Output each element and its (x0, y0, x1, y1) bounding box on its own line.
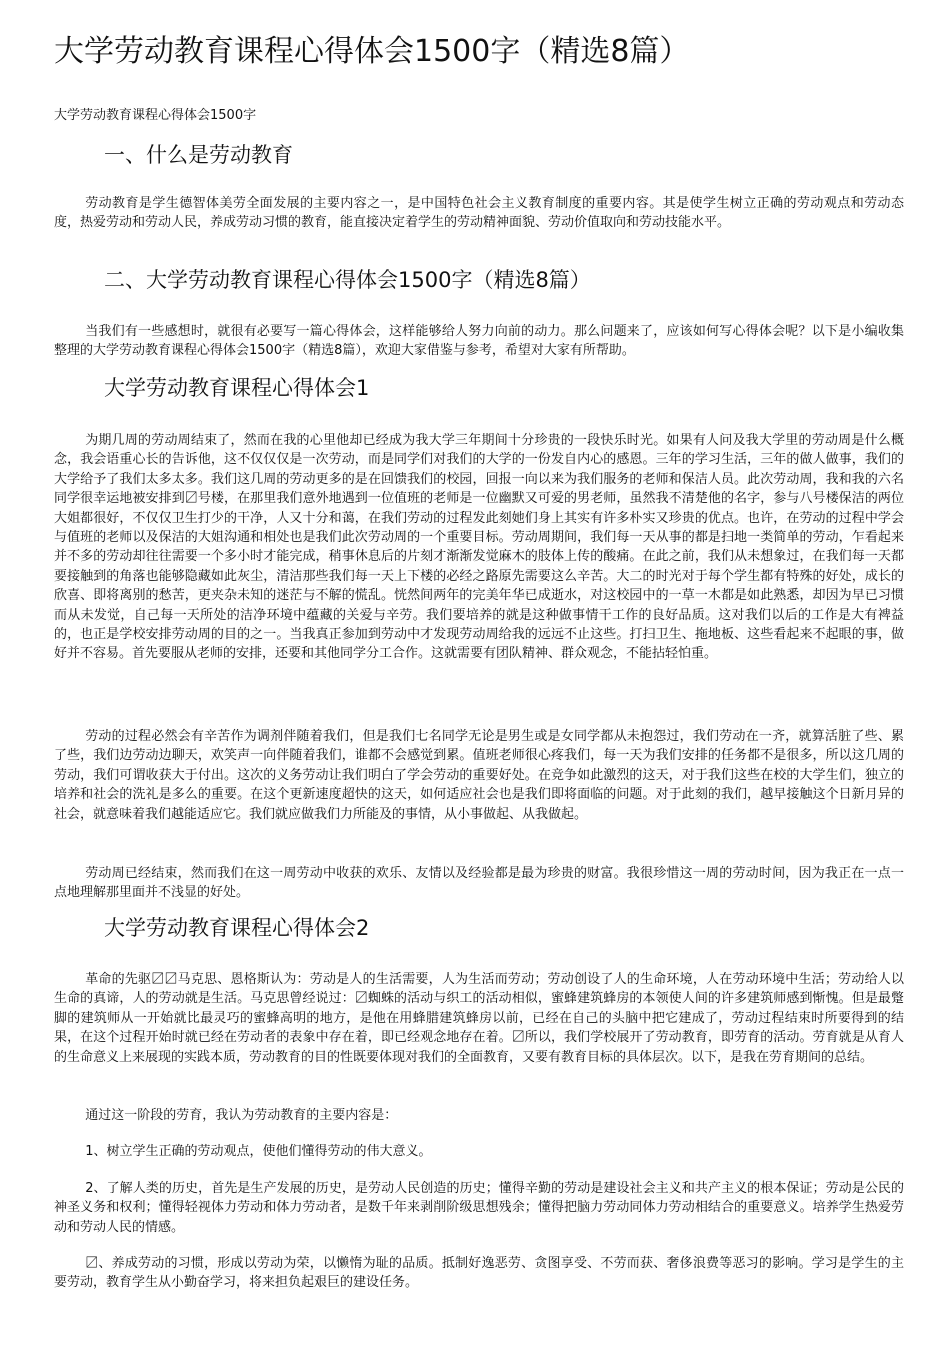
essay2-paragraph-2: 通过这一阶段的劳育，我认为劳动教育的主要内容是： (85, 1108, 398, 1123)
essay2-list-item-2: 2、了解人类的历史，首先是生产发展的历史，是劳动人民创造的历史；懂得辛勤的劳动是建设社会主义和共产主义的根本保证；劳动是公民的神圣义务和权利；懂得轻视体力劳动和体力劳动者，是数千年来剥削阶级思想残余；懂得把脑力劳动同体力劳动相结合的重要意义。培养学生热爱劳动和劳动人民的情感。 (54, 1181, 904, 1235)
paragraph-essays-intro: 当我们有一些感想时，就很有必要写一篇心得体会，这样能够给人努力向前的动力。那么问题来了，应该如何写心得体会呢？以下是小编收集整理的大学劳动教育课程心得体会1500字（精选8篇），欢迎大家借鉴与参考，希望对大家有所帮助。 (54, 324, 904, 359)
essay2-heading: 大学劳动教育课程心得体会2 (104, 916, 370, 940)
section-heading-what-is-labor-education: 一、什么是劳动教育 (104, 143, 293, 167)
essay1-paragraph-2: 劳动的过程必然会有辛苦作为调剂伴随着我们，但是我们七名同学无论是男生或是女同学都从未抱怨过，我们劳动在一齐，就算活脏了些、累了些，我们边劳动边聊天，欢笑声一向伴随着我们，谁都不会感觉到累。值班老师很心疼我们，每一天为我们安排的任务都不是很多，所以这几周的劳动，我们可谓收获大于付出。这次的义务劳动让我们明白了学会劳动的重要好处。在竞争如此激烈的这天，对于我们这些在校的大学生们，独立的培养和社会的洗礼是多么的重要。在这个更新速度超快的这天，如何适应社会也是我们即将面临的问题。对于此刻的我们，越早接触这个日新月异的社会，就意味着我们越能适应它。我们就应做我们力所能及的事情，从小事做起、从我做起。 (54, 729, 904, 822)
essay1-paragraph-3: 劳动周已经结束，然而我们在这一周劳动中收获的欢乐、友情以及经验都是最为珍贵的财富。我很珍惜这一周的劳动时间，因为我正在一点一点地理解那里面并不浅显的好处。 (54, 866, 904, 901)
essay1-paragraph-1: 为期几周的劳动周结束了，然而在我的心里他却已经成为我大学三年期间十分珍贵的一段快乐时光。如果有人问及我大学里的劳动周是什么概念，我会语重心长的告诉他，这不仅仅仅是一次劳动，而是同学们对我们的大学的一份发自内心的感恩。三年的学习生活，三年的做人做事，我们的大学给予了我们太多太多。我们这几周的劳动更多的是在回馈我们的校园，回报一向以来为我们服务的老师和保洁人员。此次劳动周，我和我的六名同学很幸运地被安排到〼号楼，在那里我们意外地遇到一位值班的老师是一位幽默又可爱的男老师，虽然我不清楚他的名字，参与八号楼保洁的两位大姐都很好，不仅仅卫生打少的干净，人又十分和蔼，在我们劳动的过程发此刻她们身上其实有许多朴实又珍贵的优点。也许，在劳动的过程中学会与值班的老师以及保洁的大姐沟通和相处也是我们此次劳动周的一个重要目标。劳动周期间，我们每一天从事的都是扫地一类简单的劳动，乍看起来并不多的劳动却往往需要一个多小时才能完成，稍事休息后的片刻才渐渐发觉麻木的肢体上传的酸痛。在此之前，我们从未想象过，在我们每一天都要接触到的角落也能够隐藏如此灰尘，清洁那些我们每一天上下楼的必经之路原先需要这么辛苦。大二的时光对于每个学生都有特殊的好处，成长的欣喜、即将离别的愁苦，更夹杂未知的迷茫与不解的慌乱。恍然间两年的完美年华已成逝水，对这校园中的一草一木都是如此熟悉，却因为早已习惯而从未发觉，自己每一天所处的洁净环境中蕴藏的关爱与辛劳。我们要培养的就是这种做事情干工作的良好品质。这对我们以后的工作是大有裨益的，也正是学校安排劳动周的目的之一。当我真正参加到劳动中才发现劳动周给我的远远不止这些。打扫卫生、拖地板、这些看起来不起眼的事，做好并不容易。首先要服从老师的安排，还要和其他同学分工合作。这就需要有团队精神、群众观念，不能拈轻怕重。 (54, 433, 904, 662)
document-subtitle: 大学劳动教育课程心得体会1500字 (54, 108, 257, 123)
essay2-paragraph-1: 革命的先驱〼〼马克思、恩格斯认为：劳动是人的生活需要，人为生活而劳动；劳动创设了人的生命环境，人在劳动环境中生活；劳动给人以生命的真谛，人的劳动就是生活。马克思曾经说过：〼蜘蛛的活动与织工的活动相似，蜜蜂建筑蜂房的本领使人间的许多建筑师感到惭愧。但是最蹩脚的建筑师从一开始就比最灵巧的蜜蜂高明的地方，是他在用蜂腊建筑蜂房以前，已经在自己的头脑中把它建成了，劳动过程结束时所要得到的结果，在这个过程开始时就已经在劳动者的表象中存在着，即已经观念地存在着。〼所以，我们学校展开了劳动教育，即劳育的活动。劳育就是从育人的生命意义上来展现的实践本质，劳动教育的目的性既要体现对我们的全面教育，又要有教育目标的具体层次。以下，是我在劳育期间的总结。 (54, 972, 904, 1065)
document-title: 大学劳动教育课程心得体会1500字（精选8篇） (54, 34, 690, 69)
essay2-list-item-1: 1、树立学生正确的劳动观点，使他们懂得劳动的伟大意义。 (85, 1144, 432, 1159)
section-heading-essays: 二、大学劳动教育课程心得体会1500字（精选8篇） (104, 268, 591, 292)
essay1-heading: 大学劳动教育课程心得体会1 (104, 376, 370, 400)
essay2-list-item-3: 〼、养成劳动的习惯，形成以劳动为荣，以懒惰为耻的品质。抵制好逸恶劳、贪图享受、不劳而获、奢侈浪费等恶习的影响。学习是学生的主要劳动，教育学生从小勤奋学习，将来担负起艰巨的建设任务。 (54, 1256, 904, 1291)
paragraph-labor-education-definition: 劳动教育是学生德智体美劳全面发展的主要内容之一，是中国特色社会主义教育制度的重要内容。其是使学生树立正确的劳动观点和劳动态度，热爱劳动和劳动人民，养成劳动习惯的教育，能直接决定着学生的劳动精神面貌、劳动价值取向和劳动技能水平。 (54, 196, 904, 231)
